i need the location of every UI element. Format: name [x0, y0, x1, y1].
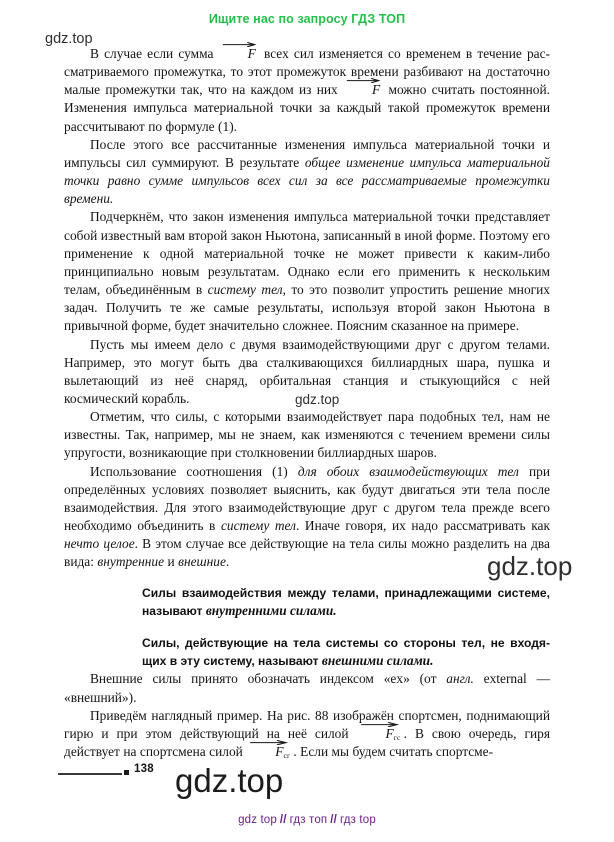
vector-f-sg-subscript: сг — [283, 750, 291, 760]
paragraph-6-part-f: . — [225, 554, 230, 570]
paragraph-2 — [64, 136, 550, 209]
footer-separator-2: // — [330, 814, 337, 826]
watermark-right: gdz.top — [487, 551, 573, 581]
paragraph-2-emphasis: общее изменение импульса материальной точки равно сумме импульсов всех сил за все рассматриваемые промежутки времени. — [64, 154, 550, 207]
vector-f-sg-letter: F — [275, 743, 284, 759]
paragraph-4: Пусть мы имеем дело с двумя взаимодействующими друг с другом телами. Например, это могут быть два сталкивающихся биллиардных шара, пушка и вылетающий из неё снаряд, орбитальная станция и стыкующийся с ней космический корабль. — [64, 336, 550, 406]
paragraph-7-part-b: external — «внешний»). — [64, 671, 550, 705]
paragraph-1-part-a: В случае если сумма — [90, 46, 214, 61]
definition-internal-forces-term: внутренними силами. — [205, 602, 337, 618]
paragraph-6-part-d: . В этом случае все действующие на тела силы можно разделить на два вида: — [64, 536, 550, 570]
definition-external-forces-text: Силы, действующие на тела системы со стороны тел, не входящих в эту систему, называют — [142, 635, 550, 669]
paragraph-6-emphasis-2: систему тел — [220, 518, 296, 534]
folio-square-bullet-icon — [124, 770, 129, 775]
definition-external-forces — [142, 635, 550, 670]
promo-header-text: Ищите нас по запросу ГДЗ ТОП — [208, 12, 406, 26]
paragraph-8-part-a: Приведём наглядный пример. На рис. 88 изображён спортсмен, поднимающий гирю и при этом действующий на неё силой — [64, 707, 550, 741]
paragraph-3-emphasis: систему тел — [207, 282, 283, 298]
vector-f-gs-letter: F — [385, 725, 394, 741]
vector-f-letter-2: F — [372, 82, 381, 98]
paragraph-6-part-e: и — [164, 554, 179, 570]
footer-links — [0, 814, 614, 826]
paragraph-8 — [64, 707, 550, 761]
folio-rule — [58, 773, 122, 775]
paragraph-5: Отметим, что силы, с которыми взаимодействует пара подобных тел, нам не известны. Так, например, мы не знаем, как изменяются с течением времени силы упругости, возникающие при столкновении биллиардных шаров. — [64, 409, 550, 461]
paragraph-6-emphasis-4: внутренние — [97, 554, 165, 570]
paragraph-3-part-a: Подчеркнём, что закон изменения импульса материальной точки представляет собой известный вам второй закон Ньютона, записанный в иной форме. Поэтому его применение к одной материальной точке не может привести к каким-либо принципиально новым результатам. Однако если его применить к нескольким телам, объединённым в — [64, 209, 550, 298]
paragraph-8-part-c: . Если мы будем считать спортсме- — [293, 743, 494, 759]
vector-f-gs-subscript: гс — [393, 732, 401, 742]
paragraph-1-part-b: всех сил изменяется со временем в течение рассматриваемого промежутка, то этот промежуток времени разбивают на достаточно малые промежутки так, что на каждом из них — [64, 46, 551, 98]
page-number: 138 — [134, 763, 154, 775]
paragraph-7 — [64, 670, 550, 706]
definition-blocks — [142, 585, 550, 671]
watermark-top-left: gdz.top — [45, 31, 93, 47]
definition-internal-forces — [142, 585, 550, 620]
page-footer — [0, 762, 614, 788]
page-text-column — [64, 45, 550, 761]
paragraph-8-part-b: . В свою очередь, гиря действует на спортсмена силой — [64, 725, 550, 759]
vector-f-letter: F — [247, 46, 256, 61]
paragraph-3-part-b: , то это позволит упростить решение многих задач. Получить те же самые результаты, используя второй закон Ньютона в привычной форме, будет значительно сложнее. Поясним сказанное на примере. — [64, 282, 550, 334]
watermark-middle: gdz.top — [295, 392, 340, 407]
paragraph-3 — [64, 208, 550, 335]
paragraph-6-part-b: при определённых условиях позволяет выяснить, как будут двигаться эти тела после взаимодействия. Для этого взаимодействующие друг с другом тела прежде всего необходимо объединить в — [64, 463, 550, 534]
watermark-bottom-large: gdz.top — [175, 762, 284, 799]
paragraph-6 — [64, 463, 550, 572]
paragraph-6-part-a: Использование соотношения (1) — [90, 463, 298, 479]
footer-link-gdz-top[interactable]: gdz top — [238, 814, 277, 826]
paragraph-7-part-a: Внешние силы принято обозначать индексом «ex» (от — [90, 671, 447, 687]
vector-f-gs-symbol — [359, 727, 402, 740]
definition-internal-forces-text: Силы взаимодействия между телами, принадлежащими системе, называют — [142, 585, 550, 618]
paragraph-6-part-c: . Иначе говоря, их надо рассматривать как — [295, 518, 550, 534]
paragraph-6-emphasis-1: для обоих взаимодействующих тел — [297, 463, 519, 479]
paragraph-6-emphasis-5: внешние — [178, 554, 226, 570]
footer-separator-1: // — [279, 814, 287, 826]
paragraph-2-text: После этого все рассчитанные изменения импульса материальной точки и импульсы сил суммируют. В результате — [64, 136, 550, 170]
footer-link-gdz-top-mixed[interactable]: гдз top — [339, 814, 376, 826]
definition-external-forces-term: внешними силами. — [321, 653, 434, 669]
paragraph-1 — [64, 45, 550, 136]
vector-f-sg-symbol — [248, 745, 291, 758]
paragraph-7-emphasis: англ. — [446, 671, 474, 687]
footer-link-gdz-top-ru[interactable]: гдз топ — [289, 814, 328, 826]
vector-f-symbol — [221, 47, 257, 60]
paragraph-1-part-c: можно считать постоянной. Изменения импульса материальной точки за каждый такой промежуток времени рассчитывают по формуле (1). — [64, 82, 551, 134]
paragraph-6-emphasis-3: нечто целое — [64, 536, 135, 552]
vector-f-symbol-2 — [345, 83, 381, 96]
